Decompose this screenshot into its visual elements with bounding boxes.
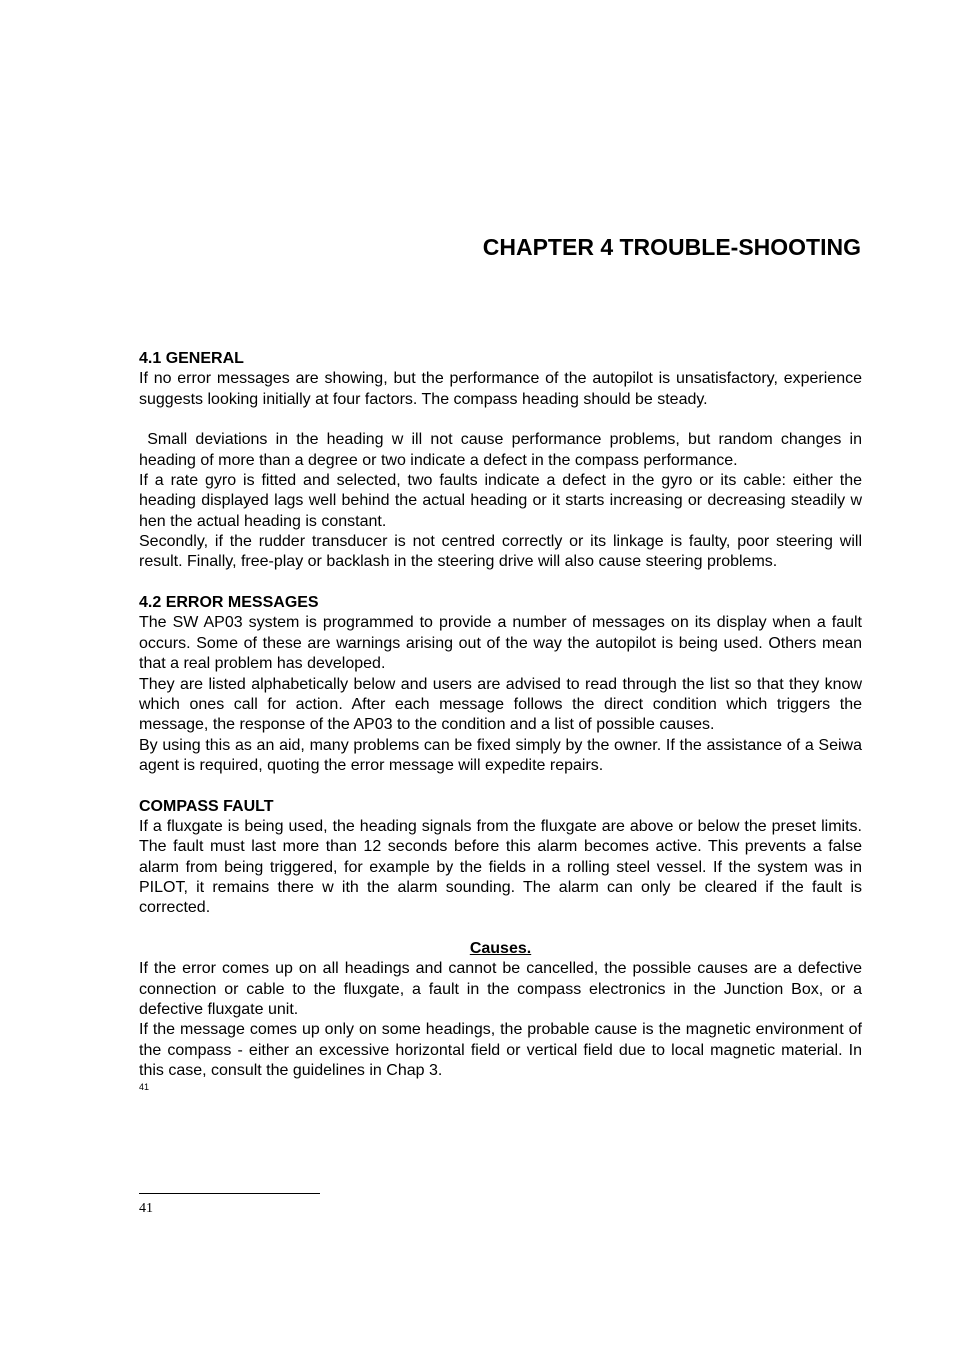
paragraph: If no error messages are showing, but the performance of the autopilot is unsatisfactory, experience suggests looking initially at four factors. The compass heading should be steady. — [139, 370, 862, 408]
footnote-text: 41 — [139, 1201, 153, 1216]
chapter-title: CHAPTER 4 TROUBLE-SHOOTING — [482, 234, 861, 260]
paragraph: By using this as an aid, many problems can be fixed simply by the owner. If the assistance of a Seiwa agent is required, quoting the error message will expedite repairs. — [139, 736, 862, 774]
section-heading-compass-fault: COMPASS FAULT — [139, 797, 274, 815]
section-heading-error-messages: 4.2 ERROR MESSAGES — [139, 594, 319, 612]
paragraph: Small deviations in the heading w ill not cause performance problems, but random changes in heading of more than a degree or two indicate a defect in the compass performance. — [139, 431, 867, 469]
footnote-divider — [139, 1193, 320, 1194]
section-heading-general: 4.1 GENERAL — [139, 350, 244, 367]
page-body — [139, 349, 867, 1093]
paragraph: If a rate gyro is fitted and selected, two faults indicate a defect in the gyro or its cable: either the heading displayed lags well behind the actual heading or it starts increasing or decreasing steadily w hen the actual heading is constant. — [139, 472, 862, 530]
paragraph: They are listed alphabetically below and users are advised to read through the list so that they know which ones call for action. After each message follows the direct condition which triggers the message, the response of the AP03 to the condition and a list of possible causes. — [139, 675, 862, 734]
footnote-reference: 41 — [139, 1082, 150, 1093]
paragraph: Secondly, if the rudder transducer is not centred correctly or its linkage is faulty, poor steering will result. Finally, free-play or backlash in the steering drive will also cause steering problems. — [139, 533, 862, 571]
section-heading-causes: Causes. — [469, 939, 532, 957]
paragraph: If the error comes up on all headings and cannot be cancelled, the possible causes are a defective connection or cable to the fluxgate, a fault in the compass electronics in the Junction Box, or a defective fluxgate unit. — [139, 960, 862, 1018]
paragraph: The SW AP03 system is programmed to provide a number of messages on its display when a fault occurs. Some of these are warnings arising out of the way the autopilot is being used. Others mean that a real problem has developed. — [139, 614, 862, 673]
paragraph: If a fluxgate is being used, the heading signals from the fluxgate are above or below the preset limits. The fault must last more than 12 seconds before this alarm becomes active. This prevents a false alarm from being triggered, for example by the fields in a rolling steel vessel. If the system was in PILOT, it remains there w ith the alarm sounding. The alarm can only be cleared if the fault is corrected. — [139, 817, 862, 917]
paragraph: If the message comes up only on some headings, the probable cause is the magnetic environment of the compass - either an excessive horizontal field or vertical field due to local magnetic material. In this case, consult the guidelines in Chap 3. — [139, 1021, 862, 1080]
